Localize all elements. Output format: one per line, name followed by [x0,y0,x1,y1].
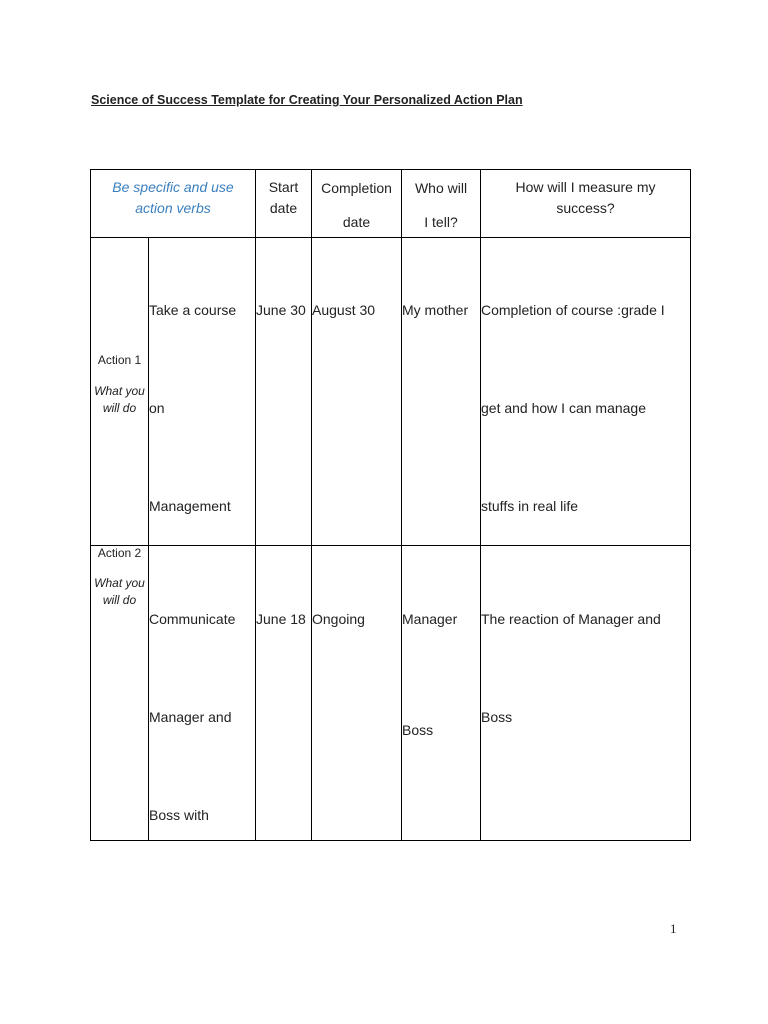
header-tell-line: Who will [414,180,468,196]
table-row-divider [90,545,691,546]
table-border-top [90,169,691,170]
header-start-line: Start [268,179,299,195]
action-2-task [149,611,255,823]
header-action-cell [92,177,254,219]
action-1-measure-line: Completion of course :grade I [481,302,665,318]
header-start-line: date [269,200,298,216]
action-1-tell: My mother [402,302,469,318]
action-2-measure-line: The reaction of Manager and [481,611,661,627]
action-1-task-line: Take a course [149,302,237,318]
table-border-right [690,169,691,841]
action-2-tell-line: Manager [402,611,458,627]
action-2-measure-line: Boss [481,709,513,725]
header-tell-line: I tell? [424,214,458,230]
action-1-sub-line: will do [102,401,137,415]
action-2-task-line: Manager and [149,709,232,725]
action-2-task-line: Communicate [149,611,236,627]
header-action-line: Be specific and use [112,179,234,195]
action-2-start: June 18 [256,611,306,627]
table-border-left [90,169,91,841]
action-1-measure-line: get and how I can manage [481,400,647,416]
header-measure-cell [481,177,690,219]
action-2-measure [481,611,690,725]
action-2-tell [402,611,480,738]
action-1-label: Action 1 [97,353,142,367]
header-measure-line: How will I measure my [515,179,656,195]
table-col-divider [401,169,402,841]
action-1-completion: August 30 [312,302,376,318]
header-completion-cell [312,171,401,239]
action-1-measure-line: stuffs in real life [481,498,579,514]
action-2-sub-line: will do [102,593,137,607]
action-1-task-line: Management [149,498,231,514]
header-action-line: action verbs [135,200,211,216]
header-completion-line: date [342,214,371,230]
action-1-task [149,302,255,514]
action-2-task-line: Boss with [149,807,209,823]
action-1-sub-line: What you [94,384,145,398]
header-completion-line: Completion [321,180,392,196]
header-tell-cell [402,171,480,239]
header-measure-line: success? [556,200,615,216]
table-col-divider [311,169,312,841]
action-1-sub [91,383,148,417]
action-1-measure [481,302,690,514]
table-border-bottom [90,840,691,841]
action-1-start: June 30 [256,302,306,318]
action-2-label: Action 2 [97,546,142,560]
page-title: Science of Success Template for Creating Your Personalized Action Plan [91,93,523,107]
action-2-completion: Ongoing [312,611,365,627]
action-2-sub [91,575,148,609]
action-2-sub-line: What you [94,576,145,590]
table-col-divider [255,169,256,841]
action-1-task-line: on [149,400,165,416]
action-2-tell-line: Boss [402,722,434,738]
page-number: 1 [670,921,677,936]
header-start-cell [256,177,311,219]
